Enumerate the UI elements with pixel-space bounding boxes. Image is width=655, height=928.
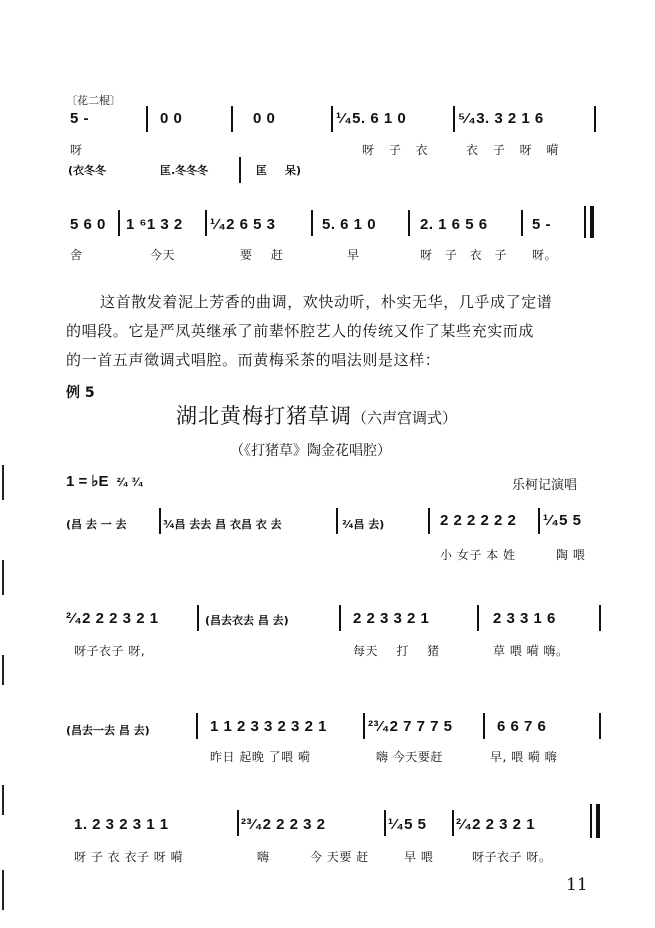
- final-barline: [590, 206, 594, 238]
- score2-l4-lyric: 呀子衣子 呀。: [472, 850, 552, 864]
- barline: [538, 508, 540, 534]
- score1-r1-lyric: 衣 子 呀 嗬: [466, 143, 559, 157]
- score2-l2-notes: ²⁄₄2 2 2 3 2 1: [66, 610, 159, 627]
- score2-l4-notes: ¹⁄₄5 5: [388, 816, 427, 833]
- score2-l1-lyric: 陶 喂: [556, 548, 586, 562]
- score2-l2-lyric: 草 喂 嗬 嗨。: [493, 644, 569, 658]
- page-edge-mark: [2, 655, 4, 685]
- page-edge-mark: [2, 560, 4, 595]
- score1-r1-lyric: 呀: [70, 143, 83, 157]
- score1-r2-lyric: 早: [347, 248, 360, 262]
- score2-l4-lyric: 呀 子 衣 衣子 呀 嗬: [74, 850, 184, 864]
- score1-percussion: 呆): [285, 164, 302, 177]
- score1-r2-m4: 5. 6 1 0: [322, 216, 377, 233]
- page-number: 11: [566, 875, 588, 895]
- barline: [237, 810, 239, 836]
- score2-l3-notes: 1 1 2 3 3 2 3 2 1: [210, 718, 327, 735]
- subtitle: （《打猪草》陶金花唱腔）: [230, 443, 391, 459]
- score2-l3-percussion: (昌去一去 昌 去): [66, 724, 150, 737]
- barline: [239, 157, 241, 183]
- final-barline: [596, 804, 600, 838]
- score2-l1-percussion: ²⁄₄昌 去): [342, 518, 385, 531]
- score2-l1-percussion: ³⁄₄昌 去去 昌 衣昌 衣 去: [163, 518, 282, 531]
- score2-l3-notes: 6 6 7 6: [497, 718, 547, 735]
- score1-percussion: 匡: [256, 164, 267, 177]
- barline: [205, 210, 207, 236]
- score2-l2-notes: 2 3 3 1 6: [493, 610, 556, 627]
- performer-credit: 乐柯记演唱: [512, 478, 578, 493]
- score1-r1-m5: ⁵⁄₄3. 3 2 1 6: [458, 110, 544, 127]
- score1-r2-m6: 5 -: [532, 216, 552, 233]
- score1-r1-m3: 0 0: [253, 110, 276, 127]
- paragraph-line: 这首散发着泥上芳香的曲调，欢快动听，朴实无华，几乎成了定谱: [100, 293, 553, 311]
- key-text: 1 = ♭E: [66, 473, 109, 490]
- barline: [331, 106, 333, 132]
- key-signature: [66, 472, 143, 490]
- score1-r2-m5: 2. 1 6 5 6: [420, 216, 488, 233]
- score2-l4-lyric: 今 天要 赶: [310, 850, 369, 864]
- score1-r1-m1: 5 -: [70, 110, 90, 127]
- score2-l4-notes: ²⁄₄2 2 3 2 1: [456, 816, 536, 833]
- score1-r2-lyric: 呀。: [532, 248, 558, 262]
- tune-header: 〔花二棍〕: [66, 94, 121, 107]
- page-edge-mark: [2, 785, 4, 815]
- score2-l2-lyric: 呀子衣子 呀,: [74, 644, 146, 658]
- final-barline: [584, 206, 586, 238]
- paragraph-line: 的一首五声徵调式唱腔。而黄梅采茶的唱法则是这样：: [66, 351, 441, 369]
- score1-percussion: (衣冬冬: [68, 164, 107, 177]
- barline: [231, 106, 233, 132]
- score2-l3-lyric: 早, 喂 嗬 嗨: [490, 750, 558, 764]
- score1-r2-lyric: 今天: [150, 248, 176, 262]
- barline: [197, 605, 199, 631]
- barline: [384, 810, 386, 836]
- score1-r2-lyric: 舍: [70, 248, 83, 262]
- page-edge-mark: [2, 465, 4, 500]
- score2-l1-lyric: 小 女子 本 姓: [440, 548, 516, 562]
- barline: [428, 508, 430, 534]
- score1-r2-lyric: 要 赶: [240, 248, 284, 262]
- barline: [363, 713, 365, 739]
- barline: [196, 713, 198, 739]
- paragraph-line: 的唱段。它是严凤英继承了前辈怀腔艺人的传统又作了某些充实而成: [66, 322, 535, 340]
- barline: [594, 106, 596, 132]
- score2-l1-notes: ¹⁄₄5 5: [543, 512, 582, 529]
- barline: [477, 605, 479, 631]
- score2-l4-lyric: 嗨: [257, 850, 270, 864]
- score1-r1-m2: 0 0: [160, 110, 183, 127]
- meter-text: ²⁄₄ ³⁄₄: [116, 475, 144, 489]
- title-text: 湖北黄梅打猪草调: [176, 404, 352, 428]
- page-title: [176, 400, 457, 430]
- barline: [146, 106, 148, 132]
- score2-l4-notes: 1. 2 3 2 3 1 1: [74, 816, 169, 833]
- final-barline: [590, 804, 592, 838]
- score2-l4-lyric: 早 喂: [404, 850, 434, 864]
- barline: [159, 508, 161, 534]
- score2-l3-lyric: 嗨 今天要赶: [376, 750, 443, 764]
- score2-l1-percussion: (昌 去 一 去: [66, 518, 127, 531]
- score2-l4-notes: ²³⁄₄2 2 2 3 2: [241, 816, 326, 833]
- score1-r1-lyric: 呀 子 衣: [362, 143, 429, 157]
- barline: [339, 605, 341, 631]
- example-label: 例 5: [66, 385, 95, 401]
- title-mode: （六声宫调式）: [352, 409, 458, 427]
- barline: [452, 810, 454, 836]
- score2-l3-lyric: 昨日 起晚 了喂 嗬: [210, 750, 311, 764]
- score1-r2-lyric: 呀 子 衣 子: [420, 248, 507, 262]
- barline: [599, 713, 601, 739]
- score1-r1-m4: ¹⁄₄5. 6 1 0: [336, 110, 407, 127]
- barline: [408, 210, 410, 236]
- score2-l3-notes: ²³⁄₄2 7 7 7 5: [368, 718, 453, 735]
- score1-r2-m1: 5 6 0: [70, 216, 106, 233]
- barline: [311, 210, 313, 236]
- score2-l2-percussion: (昌去衣去 昌 去): [205, 614, 289, 627]
- score2-l2-notes: 2 2 3 3 2 1: [353, 610, 430, 627]
- barline: [336, 508, 338, 534]
- barline: [599, 605, 601, 631]
- barline: [118, 210, 120, 236]
- score1-percussion: 匡.冬冬冬: [160, 164, 209, 177]
- barline: [453, 106, 455, 132]
- barline: [483, 713, 485, 739]
- score2-l2-lyric: 每天 打 猪: [353, 644, 440, 658]
- score1-r2-m3: ¹⁄₄2 6 5 3: [210, 216, 276, 233]
- page-edge-mark: [2, 870, 4, 910]
- barline: [521, 210, 523, 236]
- score1-r2-m2: 1 ⁶1 3 2: [126, 216, 183, 233]
- score2-l1-notes: 2 2 2 2 2 2: [440, 512, 517, 529]
